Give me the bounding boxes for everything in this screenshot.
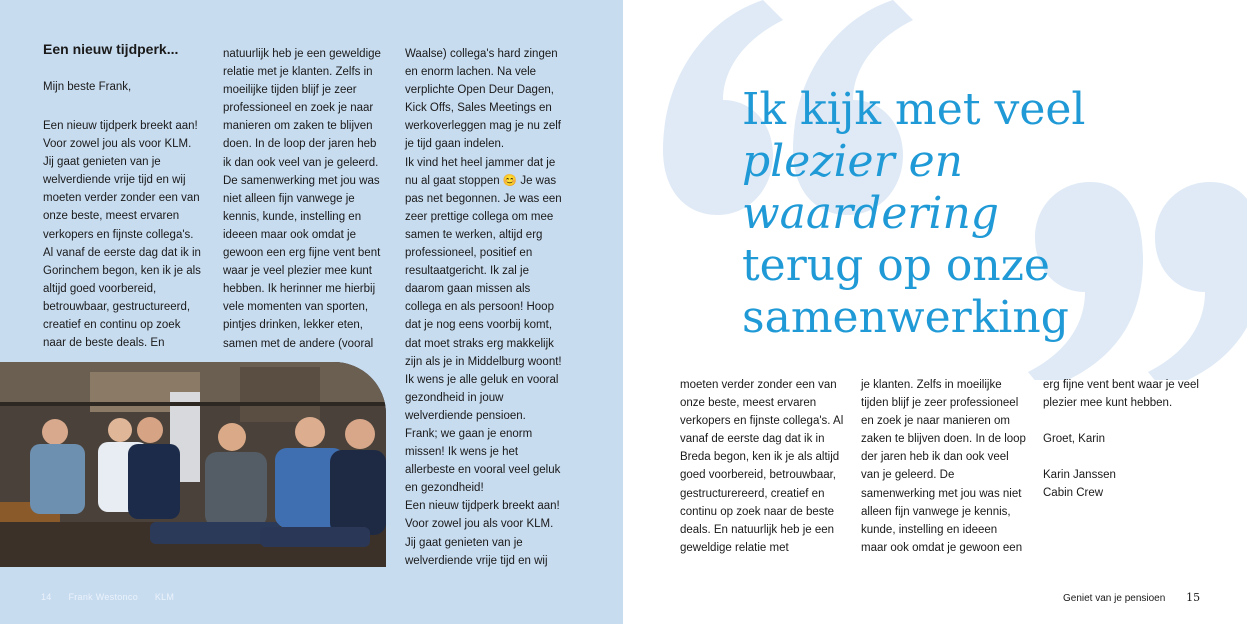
- right-column-3: [1043, 376, 1208, 502]
- left-column-3-para-4: Een nieuw tijdperk breekt aan! Voor zowel jou als voor KLM. Jij gaat genieten van je welverdiende vrije tijd en wij: [405, 500, 560, 567]
- left-page: [0, 0, 623, 624]
- right-column-1-text: moeten verder zonder een van onze beste, meest ervaren verkopers en fijnste collega's. Al vanaf de eerste dag dat ik in Breda begon, ken ik je als altijd goed voorbereid, betrouwbaar, gestructurereerd, creatief en continu op zoek naar de beste deals. En natuurlijk heb je een geweldige relatie met: [680, 379, 844, 554]
- pull-quote-line-1: Ik kijk met veel: [742, 84, 1086, 135]
- pull-quote-line-2: plezier en waardering: [742, 136, 999, 239]
- article-heading: Een nieuw tijdperk...: [43, 41, 179, 57]
- right-column-2-text: je klanten. Zelfs in moeilijke tijden blijf je zeer professioneel en zoek je naar manieren om zaken te blijven doen. In de loop der jaren heb ik dan ook veel van je geleerd. De samenwerking met jou was niet alleen fijn vanwege je kennis, kunde, instelling en ideeen maar ook omdat je gewoon een: [861, 379, 1026, 554]
- footer-title: Geniet van je pensioen: [1063, 593, 1166, 604]
- group-photo-illustration: [0, 362, 386, 567]
- left-column-1: [43, 117, 201, 352]
- group-photo: [0, 362, 386, 567]
- pull-quote-line-4: samenwerking: [742, 292, 1069, 343]
- left-column-3-para-3: Frank; we gaan je enorm missen! Ik wens je het allerbeste en vooral veel geluk en gezondheid!: [405, 427, 561, 495]
- left-column-2-text: natuurlijk heb je een geweldige relatie met je klanten. Zelfs in moeilijke tijden blijf je zeer professioneel en zoek je naar manieren om zaken te blijven doen. In de loop der jaren heb ik dan ook veel van je geleerd. De samenwerking met jou was niet alleen fijn vanwege je kennis, kunde, instelling en ideeen maar ook omdat je gewoon een erg fijne vent bent waar je veel plezier mee kunt hebben. Ik herinner me hierbij vele momenten van sporten, pintjes drinken, lekker eten, samen met de andere (vooral: [223, 48, 381, 350]
- left-column-3-para-1: Waalse) collega's hard zingen en enorm lachen. Na vele verplichte Open Deur Dagen, Kick Offs, Sales Meetings en werkoverleggen mag je nu zelf je tijd gaan indelen.: [405, 48, 561, 151]
- left-column-1-text: Een nieuw tijdperk breekt aan! Voor zowel jou als voor KLM. Jij gaat genieten van je welverdiende vrije tijd en wij moeten verder zonder een van onze beste, meest ervaren verkopers en fijnste collega's. Al vanaf de eerste dag dat ik in Gorinchem begon, ken ik je als altijd goed voorbereid, betrouwbaar, gestructureerd, creatief en continu op zoek naar de beste deals. En: [43, 120, 201, 350]
- right-column-1: [680, 376, 845, 557]
- footer-name: Frank Westonco: [68, 592, 138, 602]
- left-column-3-para-2: Ik vind het heel jammer dat je nu al gaat stoppen 😊 Je was pas net begonnen. Je was een zeer prettige collega om mee samen te werken, altijd erg professioneel, positief en resultaatgericht. Ik zal je daarom gaan missen als collega en als persoon! Hoop dat je nog eens voorbij komt, dat moet straks erg makkelijk zijn als je in Middelburg woont! Ik wens je alle geluk en vooral gezondheid in jouw welverdiende pensioen.: [405, 156, 562, 422]
- left-page-number: 14: [41, 592, 52, 602]
- signature-name: Karin Janssen: [1043, 469, 1116, 482]
- right-column-2: [861, 376, 1026, 557]
- footer-company: KLM: [154, 592, 175, 602]
- pull-quote: [742, 84, 1222, 344]
- left-column-2: [223, 45, 383, 353]
- left-footer: [41, 592, 188, 602]
- right-column-3-text: erg fijne vent bent waar je veel plezier mee kunt hebben.: [1043, 379, 1199, 410]
- left-column-3: [405, 45, 567, 570]
- pull-quote-line-3: terug op onze: [742, 240, 1050, 291]
- greeting: Mijn beste Frank,: [43, 81, 132, 93]
- right-page: [623, 0, 1247, 624]
- signature-role: Cabin Crew: [1043, 487, 1104, 500]
- closing-greeting: Groet, Karin: [1043, 433, 1105, 446]
- right-footer: [1063, 591, 1200, 604]
- right-page-number: 15: [1186, 591, 1201, 604]
